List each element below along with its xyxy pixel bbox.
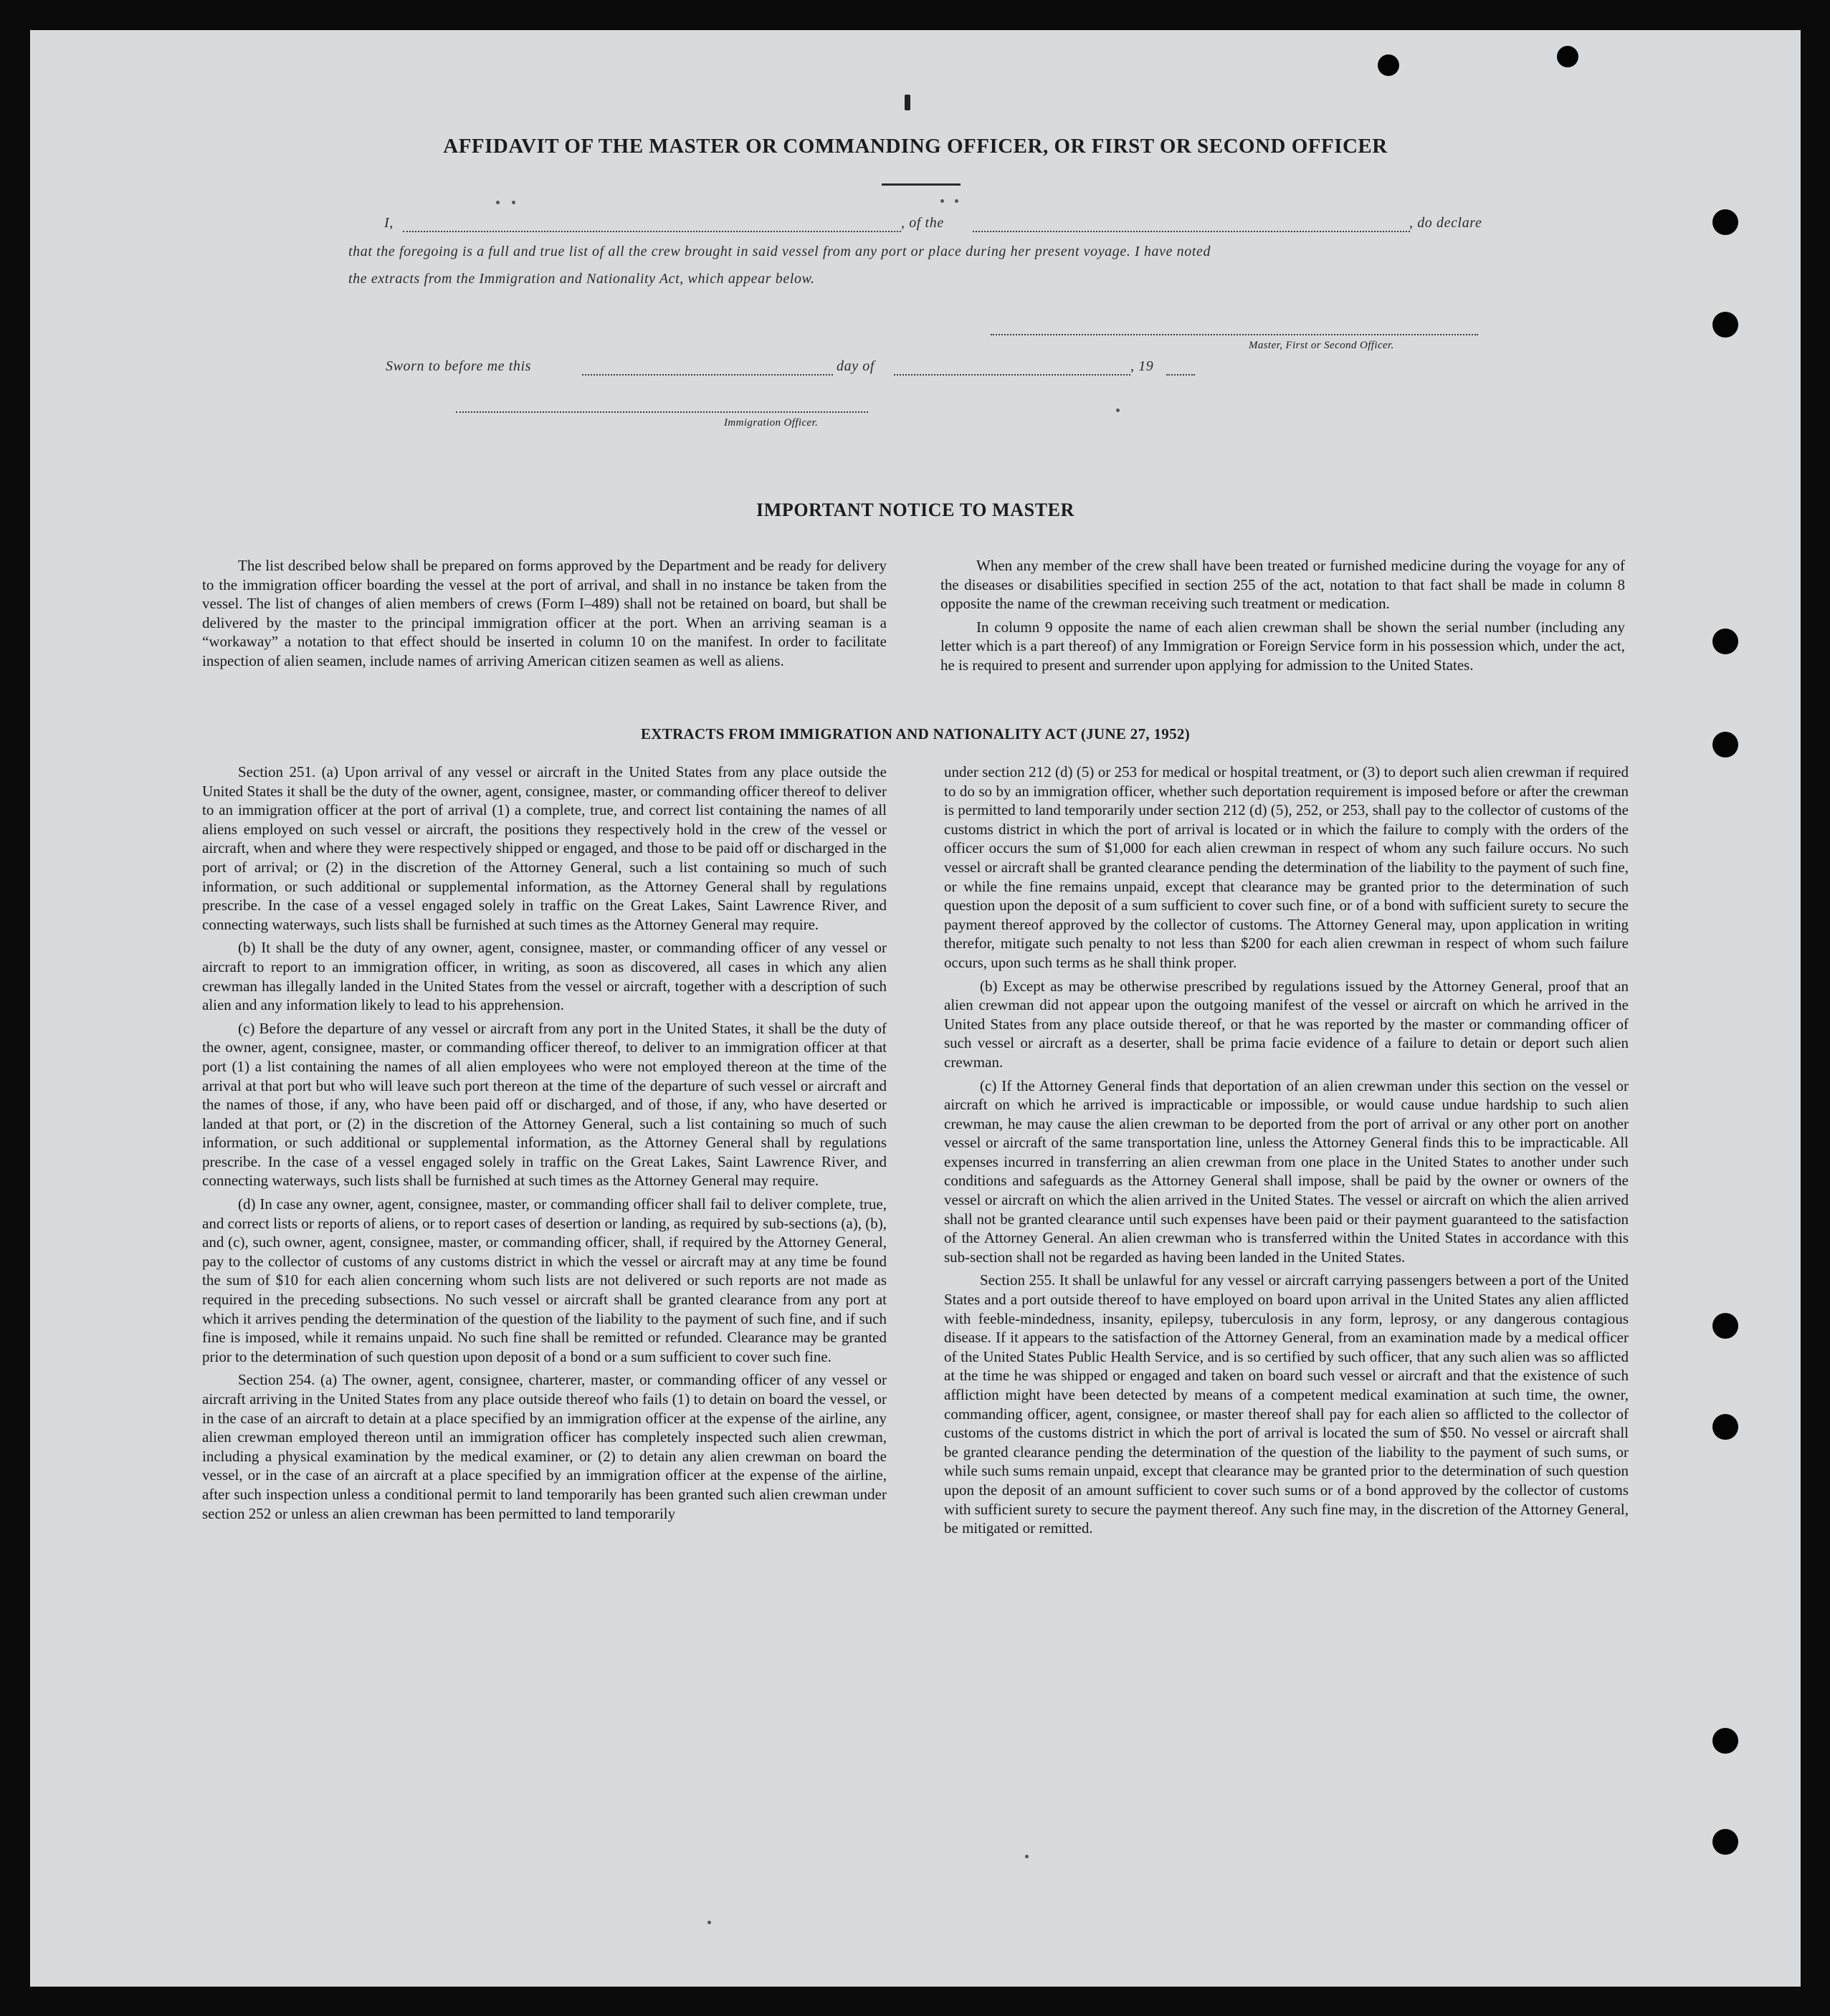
section-251-a: Section 251. (a) Upon arrival of any vessel or aircraft in the United States from any place outside the United States it shall be the duty of the owner, agent, consignee, master, or commanding officer thereof to deliver to an immigration officer at the port of arrival (1) a complete, true, and correct list containing the names of all aliens employed on such vessel or aircraft, the positions they respectively hold in the crew of the vessel or aircraft, when and where they were respectively shipped or engaged, and those to be paid off or discharged in the port of arrival; or (2) in the discretion of the Attorney General, such a list containing so much of such information, or such additional or supplemental information, as the Attorney General shall by regulations prescribe. In the case of a vessel engaged solely in traffic on the Great Lakes, Saint Lawrence River, and connecting waterways, such lists shall be furnished at such times as the Attorney General may require. (202, 763, 887, 933)
vessel-blank[interactable] (973, 231, 1410, 232)
section-255: Section 255. It shall be unlawful for any vessel or aircraft carrying passengers between a port of the United States and a port outside thereof to have employed on board upon arrival in the United States any alien afflicted with feeble-mindedness, insanity, epilepsy, tuberculosis in any form, leprosy, or any dangerous contagious disease. If it appears to the satisfaction of the Attorney General, from an examination made by a medical officer of the United States Public Health Service, and is so certified by such officer, that any such alien was so afflicted at the time he was shipped or engaged and taken on board such vessel or aircraft and that the existence of such affliction might have been detected by means of a competent medical examination at such time, the owner, commanding officer, agent, consignee, or master thereof shall pay for each alien so afflicted to the collector of customs of the customs district in which the port of arrival is located the sum of $50. No vessel or aircraft shall be granted clearance pending the determination of the question of the liability to the payment of such sums, or while such sums remain unpaid, except that clearance may be granted prior to the determination of such question upon the deposit of an amount sufficient to cover such sums or of a bond approved by the collector of customs with sufficient surety to secure the payment thereof. Any such fine may, in the discretion of the Attorney General, be mitigated or remitted. (944, 1271, 1629, 1537)
punch-hole (1712, 312, 1738, 338)
scan-speck (940, 199, 944, 203)
scan-speck (707, 1921, 711, 1924)
sworn-label: Sworn to before me this (386, 358, 532, 374)
section-254-c: (c) If the Attorney General finds that deportation of an alien crewman under this section on the vessel or aircraft on which he arrived is impracticable or impossible, or would cause undue hardship to such alien crewman, he may cause the alien crewman to be deported from the port of arrival or any other port on another vessel or aircraft of the same transportation line, unless the Attorney General finds this to be impracticable. All expenses incurred in transferring an alien crewman from one place in the United States to another under such conditions and safeguards as the Attorney General shall impose, shall be paid by the owner or owners of the vessel or aircraft on which the alien arrived in the United States. The vessel or aircraft on which the alien arrived shall not be granted clearance until such expenses have been paid or their payment guaranteed to the satisfaction of the Attorney General. An alien crewman who is transferred within the United States in accordance with this sub-section shall not be regarded as having been landed in the United States. (944, 1076, 1629, 1266)
document-page (30, 30, 1801, 1987)
section-251-c: (c) Before the departure of any vessel or aircraft from any port in the United States, it shall be the duty of the owner, agent, consignee, master, or commanding officer thereof, to deliver to an immigration officer at that port (1) a list containing the names of all alien employees who were not employed thereon at the time of the arrival at that port but who will leave such port thereon at the time of the departure of such vessel or aircraft and the names of those, if any, who have been paid off or discharged, and of those, if any, who have deserted or landed at that port, or (2) in the discretion of the Attorney General, such a list containing so much of such information, or such additional or supplemental information, as the Attorney General shall by regulations prescribe. In the case of a vessel engaged solely in traffic on the Great Lakes, Saint Lawrence River, and connecting waterways, such lists shall be furnished at such times as the Attorney General may require. (202, 1019, 887, 1190)
punch-hole (1712, 629, 1738, 654)
scan-speck (1116, 409, 1120, 412)
section-254-a: Section 254. (a) The owner, agent, consignee, charterer, master, or commanding officer of any vessel or aircraft arriving in the United States from any place outside thereof who fails (1) to detain on board the vessel, or in the case of an aircraft to detain at a place specified by an immigration officer at the expense of the airline, any alien crewman employed thereon until an immigration officer has completely inspected such alien crewman, including a physical examination by the medical examiner, or (2) to detain any alien crewman on board the vessel, or in the case of an aircraft at a place specified by an immigration officer at the expense of the airline, after such inspection unless a conditional permit to land temporarily has been granted such alien crewman under section 252 or unless an alien crewman has been permitted to land temporarily (202, 1371, 887, 1522)
officer-signature-line[interactable] (456, 411, 868, 413)
notice-left-column (202, 556, 887, 675)
notice-right-column (940, 556, 1625, 679)
notice-left-paragraph: The list described below shall be prepared on forms approved by the Department and be ready for delivery to the immigration officer boarding the vessel at the port of arrival, and shall in no instance be taken from the vessel. The list of changes of alien members of crews (Form I–489) shall not be retained on board, but shall be delivered by the master to the principal immigration officer at the port. When an arriving seaman is a “workaway” a notation to that effect should be inserted in column 10 on the manifest. In order to facilitate inspection of alien seamen, include names of arriving American citizen seamen as well as aliens. (202, 557, 887, 669)
extracts-title: EXTRACTS FROM IMMIGRATION AND NATIONALITY ACT (JUNE 27, 1952) (641, 725, 1190, 742)
year-label: , 19 (1130, 358, 1154, 374)
name-blank[interactable] (403, 231, 901, 232)
punch-hole (1712, 1728, 1738, 1754)
affidavit-title: AFFIDAVIT OF THE MASTER OR COMMANDING OFFICER, OR FIRST OR SECOND OFFICER (443, 135, 1388, 158)
do-declare-label: , do declare (1409, 215, 1482, 231)
punch-hole (1712, 1414, 1738, 1440)
scan-mark (905, 95, 910, 110)
punch-hole (1712, 1313, 1738, 1339)
scan-speck (1025, 1855, 1029, 1858)
declaration-statement-line2: the extracts from the Immigration and Nationality Act, which appear below. (348, 271, 815, 287)
punch-hole (1557, 46, 1578, 67)
notice-right-paragraph-1: When any member of the crew shall have been treated or furnished medicine during the voyage for any of the diseases or disabilities specified in section 255 of the act, notation to that fact shall be made in column 8 opposite the name of the crewman receiving such treatment or medication. (940, 557, 1625, 613)
scan-speck (512, 201, 515, 204)
section-251-d: (d) In case any owner, agent, consignee, master, or commanding officer shall fail to deliver complete, true, and correct lists or reports of aliens, or to report cases of desertion or landing, as required by sub-sections (a), (b), and (c), such owner, agent, consignee, master, or commanding officer, shall, if required by the Attorney General, pay to the collector of customs of any customs district in which the vessel or aircraft may at any time be found the sum of $10 for each alien concerning whom such lists are not delivered or such reports are not made as required in the preceding subsections. No such vessel or aircraft shall be granted clearance from any port at which it arrives pending the determination of the question of the liability to the payment of such fine, and if such fine is imposed, while it remains unpaid. No such fine shall be remitted or refunded. Clearance may be granted prior to the determination of such question upon deposit of a bond or a sum sufficient to cover such fine. (202, 1195, 887, 1365)
notice-right-paragraph-2: In column 9 opposite the name of each alien crewman shall be shown the serial number (including any letter which is a part thereof) of any Immigration or Foreign Service form in his possession which, under the act, he is required to present and surrender upon applying for admission to the United States. (940, 618, 1625, 674)
of-the-label: , of the (901, 215, 944, 231)
i-label: I, (384, 215, 394, 231)
punch-hole (1712, 209, 1738, 235)
scan-speck (955, 199, 958, 203)
title-underline (882, 183, 961, 186)
officer-signature-label: Immigration Officer. (724, 417, 819, 429)
punch-hole (1712, 1829, 1738, 1855)
master-signature-label: Master, First or Second Officer. (1249, 340, 1394, 351)
section-251-b: (b) It shall be the duty of any owner, agent, consignee, master, or commanding officer of any vessel or aircraft to report to an immigration officer, in writing, as soon as discovered, all cases in which any alien crewman has illegally landed in the United States from the vessel or aircraft, together with a description of such alien and any information likely to lead to his apprehension. (202, 939, 887, 1014)
sworn-day-blank[interactable] (582, 374, 833, 376)
sworn-year-blank[interactable] (1166, 374, 1195, 376)
declaration-statement-line1: that the foregoing is a full and true list of all the crew brought in said vessel from any port or place during her present voyage. I have noted (348, 244, 1211, 259)
sworn-month-blank[interactable] (894, 374, 1130, 376)
notice-title: IMPORTANT NOTICE TO MASTER (756, 500, 1074, 520)
punch-hole (1712, 732, 1738, 758)
punch-hole (1378, 54, 1399, 76)
day-of-label: day of (837, 358, 875, 374)
scan-speck (496, 201, 500, 204)
master-signature-line[interactable] (991, 334, 1478, 335)
extracts-right-column (944, 763, 1629, 1542)
extracts-left-column (202, 763, 887, 1527)
section-254-a-continued: under section 212 (d) (5) or 253 for medical or hospital treatment, or (3) to deport such alien crewman if required to do so by an immigration officer, whether such deportation requirement is imposed before or after the crewman is permitted to land temporarily under section 212 (d) (5), 252, or 253, shall pay to the collector of customs of the customs district in which the port of arrival is located or in which the failure to comply with the orders of the officer occurs the sum of $1,000 for each alien crewman in respect of whom any such failure occurs. No such vessel or aircraft shall be granted clearance pending the determination of the liability to the payment of such fine, or while the fine remains unpaid, except that clearance may be granted prior to the determination of such question upon the deposit of a sum sufficient to cover such fine, or of a bond with sufficient surety to secure the payment thereof approved by the collector of customs. The Attorney General may, upon application in writing therefor, mitigate such penalty to not less than $200 for each alien crewman in respect of whom such failure occurs, upon such terms as he shall think proper. (944, 763, 1629, 971)
section-254-b: (b) Except as may be otherwise prescribed by regulations issued by the Attorney General, proof that an alien crewman did not appear upon the outgoing manifest of the vessel or aircraft on which he arrived in the United States from any place outside thereof, or that he was reported by the master or commanding officer of such vessel or aircraft as a deserter, shall be prima facie evidence of a failure to detain or deport such alien crewman. (944, 977, 1629, 1071)
